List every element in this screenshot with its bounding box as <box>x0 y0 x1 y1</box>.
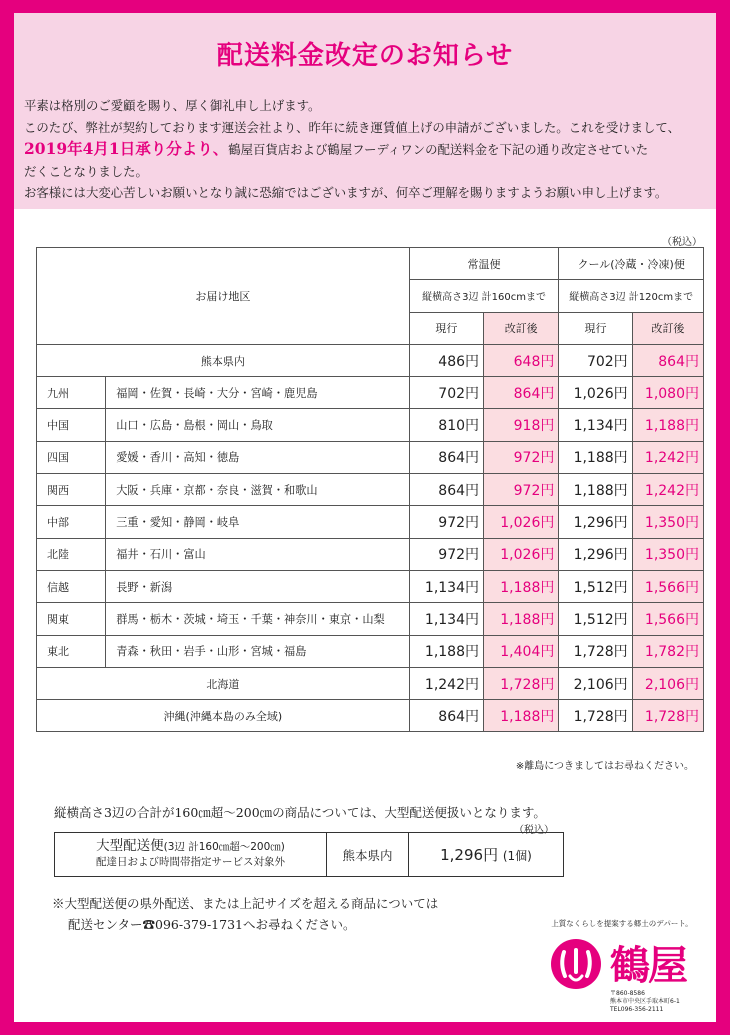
prefecture-list: 愛媛・香川・高知・徳島 <box>106 441 409 473</box>
current-header: 現行 <box>559 312 632 344</box>
cool-current-price: 1,188円 <box>559 441 632 473</box>
region-name: 中部 <box>37 506 106 538</box>
prefecture-list: 三重・愛知・静岡・岐阜 <box>106 506 409 538</box>
large-delivery-exclusion: 配達日および時間帯指定サービス対象外 <box>96 856 285 868</box>
region-name: 東北 <box>37 635 106 667</box>
prefecture-list: 青森・秋田・岩手・山形・宮城・福島 <box>106 635 409 667</box>
cool-current-price: 1,188円 <box>559 474 632 506</box>
large-delivery-label <box>55 833 327 877</box>
cool-revised-price: 1,242円 <box>632 474 703 506</box>
cool-current-price: 1,512円 <box>559 603 632 635</box>
large-delivery-count: (1個) <box>502 849 532 863</box>
cool-size-limit: 縦横高さ3辺 計120cmまで <box>559 280 704 312</box>
header-panel <box>14 13 716 209</box>
cool-revised-price: 1,080円 <box>632 377 703 409</box>
cool-revised-price: 1,350円 <box>632 506 703 538</box>
table-row <box>37 409 704 441</box>
normal-revised-price: 918円 <box>484 409 559 441</box>
normal-current-price: 864円 <box>409 700 483 732</box>
area-label: 熊本県内 <box>37 344 410 376</box>
large-delivery-price: 1,296円 <box>440 846 499 864</box>
islands-note: ※離島につきましてはお尋ねください。 <box>515 761 694 772</box>
company-address: 〒860-8586 熊本市中央区手取本町6-1 TEL096-356-2111 <box>610 990 680 1013</box>
region-name: 中国 <box>37 409 106 441</box>
cool-revised-price: 1,566円 <box>632 570 703 602</box>
region-name: 信越 <box>37 570 106 602</box>
table-row <box>37 474 704 506</box>
shipping-rate-table <box>36 247 704 732</box>
cool-revised-price: 1,242円 <box>632 441 703 473</box>
large-delivery-note: 縦横高さ3辺の合計が160㎝超〜200㎝の商品については、大型配送便扱いとなります。 <box>54 805 546 820</box>
normal-size-limit: 縦横高さ3辺 計160cmまで <box>409 280 559 312</box>
intro-line-4: だくことなりました。 <box>24 163 148 179</box>
area-label: 北海道 <box>37 667 410 699</box>
cool-header: クール(冷蔵・冷凍)便 <box>559 248 704 280</box>
normal-revised-price: 972円 <box>484 441 559 473</box>
table-row-kumamoto <box>37 344 704 376</box>
revised-header: 改訂後 <box>632 312 703 344</box>
large-delivery-area: 熊本県内 <box>327 833 409 877</box>
normal-revised-price: 1,404円 <box>484 635 559 667</box>
area-label: 沖縄(沖縄本島のみ全域) <box>37 700 410 732</box>
table-row-okinawa <box>37 700 704 732</box>
normal-current-price: 810円 <box>409 409 483 441</box>
cool-revised-price: 1,350円 <box>632 538 703 570</box>
cool-revised-price: 2,106円 <box>632 667 703 699</box>
table-row <box>55 833 564 877</box>
table-row <box>37 538 704 570</box>
prefecture-list: 福井・石川・富山 <box>106 538 409 570</box>
cool-current-price: 702円 <box>559 344 632 376</box>
cool-current-price: 2,106円 <box>559 667 632 699</box>
normal-current-price: 486円 <box>409 344 483 376</box>
normal-revised-price: 864円 <box>484 377 559 409</box>
large-delivery-size: (3辺 計160㎝超〜200㎝) <box>163 841 285 853</box>
normal-revised-price: 1,188円 <box>484 603 559 635</box>
table-row <box>37 603 704 635</box>
normal-revised-price: 972円 <box>484 474 559 506</box>
page-title: 配送料金改定のお知らせ <box>216 41 514 71</box>
normal-current-price: 1,188円 <box>409 635 483 667</box>
table-header-row <box>37 248 704 280</box>
normal-revised-price: 1,188円 <box>484 570 559 602</box>
table-row <box>37 635 704 667</box>
tagline: 上質なくらしを提案する郷土のデパート。 <box>551 919 693 928</box>
tsuruya-logo-icon <box>550 938 602 990</box>
normal-current-price: 1,134円 <box>409 570 483 602</box>
normal-current-price: 702円 <box>409 377 483 409</box>
prefecture-list: 長野・新潟 <box>106 570 409 602</box>
cool-current-price: 1,728円 <box>559 700 632 732</box>
normal-current-price: 972円 <box>409 506 483 538</box>
normal-revised-price: 1,026円 <box>484 538 559 570</box>
cool-revised-price: 1,782円 <box>632 635 703 667</box>
prefecture-list: 群馬・栃木・茨城・埼玉・千葉・神奈川・東京・山梨 <box>106 603 409 635</box>
prefecture-list: 福岡・佐賀・長崎・大分・宮崎・鹿児島 <box>106 377 409 409</box>
normal-revised-price: 648円 <box>484 344 559 376</box>
table-row <box>37 441 704 473</box>
tax-note: （税込） <box>662 237 702 248</box>
current-header: 現行 <box>409 312 483 344</box>
table-row <box>37 377 704 409</box>
region-name: 関西 <box>37 474 106 506</box>
normal-current-price: 864円 <box>409 474 483 506</box>
revised-header: 改訂後 <box>484 312 559 344</box>
company-logo-block <box>534 918 710 1018</box>
normal-current-price: 972円 <box>409 538 483 570</box>
large-delivery-table <box>54 832 564 877</box>
notice-page <box>14 13 716 1022</box>
cool-revised-price: 1,728円 <box>632 700 703 732</box>
normal-header: 常温便 <box>409 248 559 280</box>
tax-note: （税込） <box>514 825 554 836</box>
brand-name: 鶴屋 <box>610 942 686 989</box>
cool-revised-price: 1,566円 <box>632 603 703 635</box>
normal-current-price: 1,134円 <box>409 603 483 635</box>
normal-revised-price: 1,188円 <box>484 700 559 732</box>
footnote <box>52 893 438 935</box>
normal-revised-price: 1,026円 <box>484 506 559 538</box>
intro-line-2: このたび、弊社が契約しております運送会社より、昨年に続き運賃値上げの申請がございました。これを受けまして、 <box>24 119 680 135</box>
cool-current-price: 1,512円 <box>559 570 632 602</box>
cool-current-price: 1,026円 <box>559 377 632 409</box>
cool-current-price: 1,296円 <box>559 506 632 538</box>
region-name: 北陸 <box>37 538 106 570</box>
intro-line-3: 2019年4月1日承り分より、鶴屋百貨店および鶴屋フーディワンの配送料金を下記の通り改定させていた <box>24 139 649 158</box>
region-name: 関東 <box>37 603 106 635</box>
prefecture-list: 大阪・兵庫・京都・奈良・滋賀・和歌山 <box>106 474 409 506</box>
footnote-line-2: 配送センター☎096-379-1731へお尋ねください。 <box>68 917 356 932</box>
cool-current-price: 1,296円 <box>559 538 632 570</box>
table-row <box>37 506 704 538</box>
area-header: お届け地区 <box>37 248 410 345</box>
prefecture-list: 山口・広島・島根・岡山・鳥取 <box>106 409 409 441</box>
normal-current-price: 1,242円 <box>409 667 483 699</box>
footnote-line-1: ※大型配送便の県外配送、または上記サイズを超える商品については <box>52 896 439 911</box>
region-name: 九州 <box>37 377 106 409</box>
region-name: 四国 <box>37 441 106 473</box>
normal-revised-price: 1,728円 <box>484 667 559 699</box>
intro-line-1: 平素は格別のご愛顧を賜り、厚く御礼申し上げます。 <box>24 98 321 113</box>
cool-current-price: 1,134円 <box>559 409 632 441</box>
table-row-hokkaido <box>37 667 704 699</box>
normal-current-price: 864円 <box>409 441 483 473</box>
large-delivery-name: 大型配送便 <box>96 838 164 854</box>
cool-revised-price: 1,188円 <box>632 409 703 441</box>
intro-text <box>24 95 710 204</box>
large-delivery-price-cell <box>409 833 564 877</box>
intro-line-5: お客様には大変心苦しいお願いとなり誠に恐縮ではございますが、何卒ご理解を賜りますようお願い申し上げます。 <box>24 185 668 200</box>
table-row <box>37 570 704 602</box>
cool-revised-price: 864円 <box>632 344 703 376</box>
cool-current-price: 1,728円 <box>559 635 632 667</box>
effective-date: 2019年4月1日承り分より、 <box>24 139 229 158</box>
